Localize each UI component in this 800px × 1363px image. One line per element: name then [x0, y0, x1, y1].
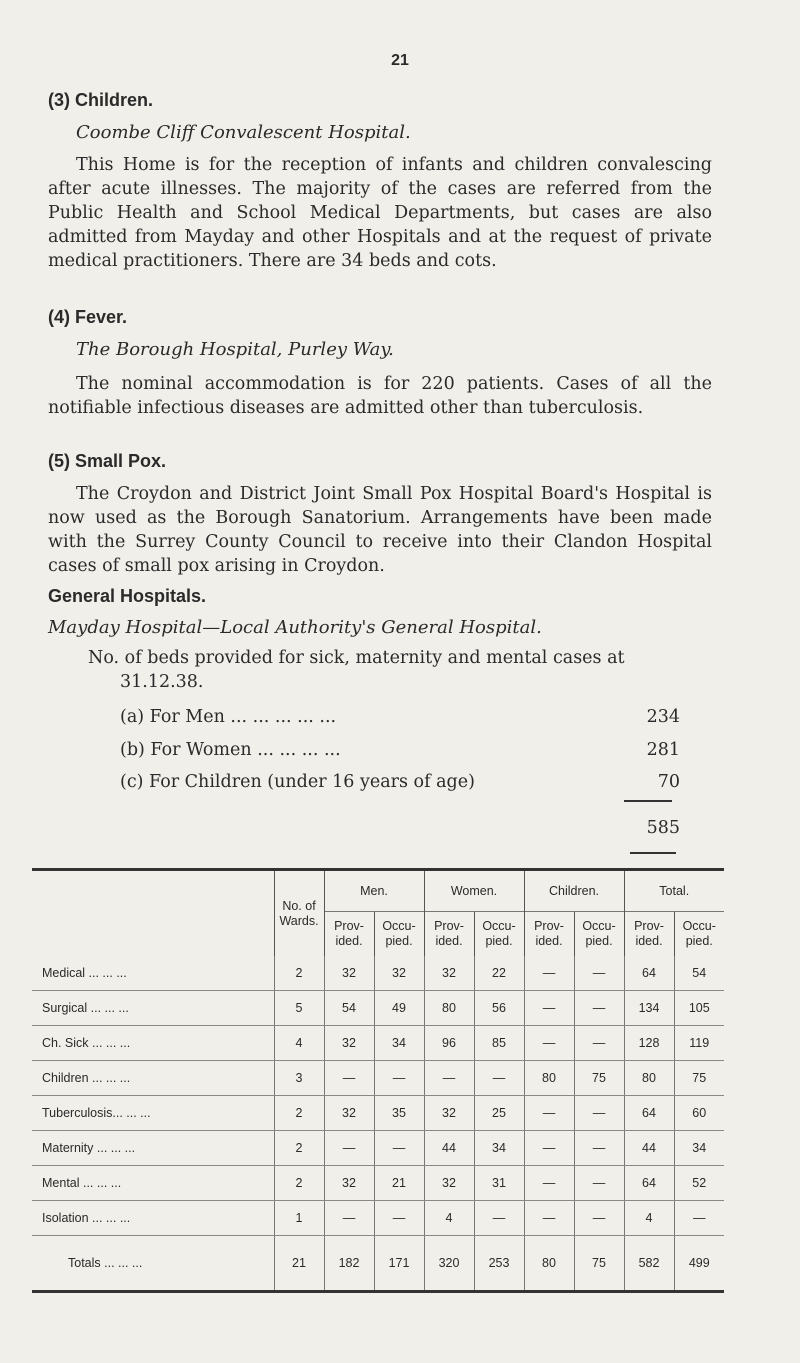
table-cell: — — [474, 1201, 524, 1236]
totals-cell: 21 — [274, 1236, 324, 1292]
total-rule-bottom — [630, 852, 676, 854]
men-header: Men. — [324, 870, 424, 912]
table-cell: — — [374, 1131, 424, 1166]
totals-cell: 582 — [624, 1236, 674, 1292]
table-cell: 2 — [274, 1166, 324, 1201]
children-header: Children. — [524, 870, 624, 912]
table-cell: 2 — [274, 1096, 324, 1131]
table-cell: 105 — [674, 991, 724, 1026]
provided-subheader: Prov- ided. — [524, 912, 574, 957]
table-cell: 75 — [674, 1061, 724, 1096]
row-label: Medical ... ... ... — [32, 956, 274, 991]
table-cell: 25 — [474, 1096, 524, 1131]
totals-cell: 182 — [324, 1236, 374, 1292]
table-cell: 34 — [674, 1131, 724, 1166]
table-cell: 4 — [624, 1201, 674, 1236]
table-cell: 75 — [574, 1061, 624, 1096]
row-label: Children ... ... ... — [32, 1061, 274, 1096]
table-cell: 32 — [324, 1026, 374, 1061]
wards-header: No. of Wards. — [274, 870, 324, 957]
totals-cell: 171 — [374, 1236, 424, 1292]
table-cell: 21 — [374, 1166, 424, 1201]
beds-intro-date: 31.12.38. — [120, 672, 204, 692]
table-cell: — — [574, 1201, 624, 1236]
table-row — [32, 1201, 724, 1236]
table-cell: 3 — [274, 1061, 324, 1096]
occupied-subheader: Occu- pied. — [474, 912, 524, 957]
table-cell: 96 — [424, 1026, 474, 1061]
table-cell: 49 — [374, 991, 424, 1026]
totals-cell: 80 — [524, 1236, 574, 1292]
table-cell: — — [374, 1061, 424, 1096]
table-cell: — — [524, 991, 574, 1026]
totals-cell: 253 — [474, 1236, 524, 1292]
totals-cell: 320 — [424, 1236, 474, 1292]
table-cell: — — [574, 1131, 624, 1166]
table-cell: 31 — [474, 1166, 524, 1201]
table-cell: 32 — [324, 1096, 374, 1131]
table-cell: 2 — [274, 1131, 324, 1166]
beds-men-value: 234 — [646, 707, 680, 727]
table-cell: 32 — [424, 956, 474, 991]
table-cell: — — [374, 1201, 424, 1236]
table-cell: — — [524, 956, 574, 991]
table-row — [32, 1061, 724, 1096]
table-cell: — — [574, 956, 624, 991]
table-cell: 64 — [624, 956, 674, 991]
table-cell: 4 — [424, 1201, 474, 1236]
table-cell: — — [474, 1061, 524, 1096]
totals-cell: 499 — [674, 1236, 724, 1292]
table-cell: 60 — [674, 1096, 724, 1131]
beds-children-value: 70 — [657, 772, 680, 792]
table-cell: — — [324, 1201, 374, 1236]
beds-women-label: (b) For Women ... ... ... ... — [120, 740, 341, 760]
table-cell: 134 — [624, 991, 674, 1026]
provided-subheader: Prov- ided. — [324, 912, 374, 957]
table-cell: — — [574, 1166, 624, 1201]
table-row — [32, 1096, 724, 1131]
row-label: Surgical ... ... ... — [32, 991, 274, 1026]
beds-women-value: 281 — [646, 740, 680, 760]
totals-label: Totals ... ... ... — [32, 1236, 274, 1292]
table-cell: — — [524, 1096, 574, 1131]
table-corner — [32, 870, 274, 957]
totals-cell: 75 — [574, 1236, 624, 1292]
provided-subheader: Prov- ided. — [424, 912, 474, 957]
table-cell: 32 — [324, 956, 374, 991]
table-row — [32, 1131, 724, 1166]
beds-children-label: (c) For Children (under 16 years of age) — [120, 772, 475, 792]
women-header: Women. — [424, 870, 524, 912]
table-cell: 52 — [674, 1166, 724, 1201]
general-hospitals-heading: General Hospitals. — [48, 586, 207, 606]
beds-intro — [48, 646, 708, 694]
table-cell: — — [524, 1131, 574, 1166]
table-cell: 35 — [374, 1096, 424, 1131]
fever-paragraph: The nominal accommodation is for 220 patients. Cases of all the notifiable infectious diseases are admitted other than tuberculosis. — [48, 374, 712, 418]
provided-subheader: Prov- ided. — [624, 912, 674, 957]
table-row — [32, 956, 724, 991]
row-label: Ch. Sick ... ... ... — [32, 1026, 274, 1061]
row-label: Tuberculosis... ... ... — [32, 1096, 274, 1131]
table-cell: — — [524, 1026, 574, 1061]
beds-men-label: (a) For Men ... ... ... ... ... — [120, 707, 337, 727]
table-cell: 32 — [374, 956, 424, 991]
table-cell: 54 — [324, 991, 374, 1026]
beds-intro-line-1: No. of beds provided for sick, maternity and mental cases at — [88, 648, 625, 668]
occupied-subheader: Occu- pied. — [374, 912, 424, 957]
table-cell: 56 — [474, 991, 524, 1026]
table-cell: — — [524, 1201, 574, 1236]
table-cell: 32 — [424, 1166, 474, 1201]
table-cell: 80 — [624, 1061, 674, 1096]
fever-heading: (4) Fever. — [48, 307, 128, 327]
smallpox-paragraph: The Croydon and District Joint Small Pox Hospital Board's Hospital is now used as the Borough Sanatorium. Arrangements have been made with the Surrey County Council to receive into their Clandon Hospital cases of small pox arising in Croydon. — [48, 484, 712, 576]
total-header: Total. — [624, 870, 724, 912]
occupied-subheader: Occu- pied. — [574, 912, 624, 957]
table-cell: 64 — [624, 1096, 674, 1131]
table-cell: 44 — [624, 1131, 674, 1166]
totals-row — [32, 1236, 724, 1292]
table-cell: 64 — [624, 1166, 674, 1201]
table-cell: 80 — [424, 991, 474, 1026]
table-cell: 85 — [474, 1026, 524, 1061]
table-cell: — — [524, 1166, 574, 1201]
page-number: 21 — [391, 52, 409, 69]
mayday-subheading: Mayday Hospital—Local Authority's General Hospital. — [48, 617, 542, 638]
table-row — [32, 991, 724, 1026]
table-cell: — — [324, 1061, 374, 1096]
total-rule-top — [624, 800, 672, 802]
table-cell: 2 — [274, 956, 324, 991]
beds-total-value: 585 — [646, 818, 680, 838]
table-cell: 128 — [624, 1026, 674, 1061]
table-cell: 80 — [524, 1061, 574, 1096]
table-cell: 34 — [374, 1026, 424, 1061]
row-label: Isolation ... ... ... — [32, 1201, 274, 1236]
table-cell: — — [674, 1201, 724, 1236]
table-row — [32, 1026, 724, 1061]
children-heading: (3) Children. — [48, 90, 154, 110]
table-cell: — — [574, 1096, 624, 1131]
table-cell: 32 — [424, 1096, 474, 1131]
table-cell: — — [574, 991, 624, 1026]
table-cell: 54 — [674, 956, 724, 991]
table-row — [32, 1166, 724, 1201]
table-cell: 1 — [274, 1201, 324, 1236]
children-paragraph: This Home is for the reception of infants and children convalescing after acute illnesses. The majority of the cases are referred from the Public Health and School Medical Departments, but cases are also admitted from Mayday and other Hospitals and at the request of private medical practitioners. There are 34 beds and cots. — [48, 155, 712, 271]
table-cell: — — [574, 1026, 624, 1061]
table-cell: 5 — [274, 991, 324, 1026]
table-cell: 44 — [424, 1131, 474, 1166]
row-label: Maternity ... ... ... — [32, 1131, 274, 1166]
table-cell: 119 — [674, 1026, 724, 1061]
table-cell: 34 — [474, 1131, 524, 1166]
table-cell: 22 — [474, 956, 524, 991]
beds-table — [32, 868, 724, 1293]
occupied-subheader: Occu- pied. — [674, 912, 724, 957]
table-cell: — — [324, 1131, 374, 1166]
row-label: Mental ... ... ... — [32, 1166, 274, 1201]
smallpox-heading: (5) Small Pox. — [48, 451, 167, 471]
table-cell: 4 — [274, 1026, 324, 1061]
table-cell: 32 — [324, 1166, 374, 1201]
table-cell: — — [424, 1061, 474, 1096]
children-subheading: Coombe Cliff Convalescent Hospital. — [76, 122, 411, 143]
fever-subheading: The Borough Hospital, Purley Way. — [76, 339, 394, 360]
